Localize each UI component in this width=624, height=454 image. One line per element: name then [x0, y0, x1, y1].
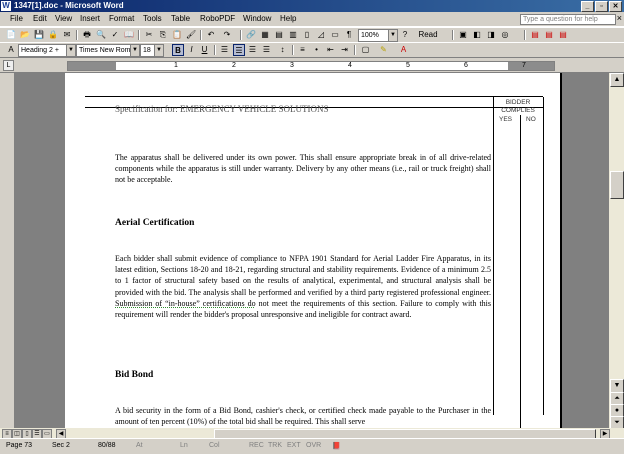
document-area	[15, 73, 609, 428]
document-page[interactable]	[65, 73, 562, 428]
border-icon[interactable]: ▢	[361, 45, 370, 54]
window-title: 1347[1].doc - Microsoft Word	[14, 1, 124, 10]
normal-view-icon[interactable]: ≡	[2, 429, 12, 439]
standard-toolbar	[0, 27, 624, 43]
title-bar	[0, 0, 624, 12]
style-select[interactable]: Heading 2 + ▼	[18, 44, 76, 57]
status-rec[interactable]: REC	[249, 442, 264, 449]
print-preview-icon[interactable]: 🔍	[96, 30, 106, 39]
underline-button[interactable]: U	[201, 45, 208, 54]
open-icon[interactable]: 📂	[20, 30, 30, 39]
scroll-left-button[interactable]: ◀	[56, 429, 66, 439]
restore-button[interactable]: ▫	[595, 1, 608, 12]
status-column: Col	[209, 442, 220, 449]
ask-question-input[interactable]: Type a question for help	[520, 14, 616, 25]
email-icon[interactable]: ✉	[63, 30, 71, 39]
menu-view[interactable]: View	[55, 14, 73, 23]
minimize-button[interactable]: _	[581, 1, 594, 12]
align-center-icon[interactable]: ☰	[233, 44, 245, 56]
tables-borders-icon[interactable]: ▦	[261, 30, 269, 39]
help-icon[interactable]: ?	[402, 30, 408, 39]
status-section: Sec 2	[52, 442, 70, 449]
status-at: At	[136, 442, 143, 449]
bullets-icon[interactable]: •	[315, 45, 318, 54]
bidder-complies-header: BIDDER COMPLIES	[501, 99, 535, 114]
insert-excel-icon[interactable]: ▥	[289, 30, 297, 39]
select-browse-object-button[interactable]: ●	[610, 404, 624, 418]
vertical-scroll-thumb[interactable]	[610, 171, 624, 199]
tab-selector[interactable]: L	[3, 60, 14, 71]
print-icon[interactable]: 🖶	[83, 30, 91, 39]
status-ext[interactable]: EXT	[287, 442, 301, 449]
copy-icon[interactable]: ⎘	[159, 30, 167, 39]
pdf-icon-3[interactable]: ▤	[559, 30, 567, 39]
menu-format[interactable]: Format	[109, 14, 135, 23]
menu-file[interactable]: File	[10, 14, 23, 23]
menu-edit[interactable]: Edit	[33, 14, 47, 23]
spelling-icon[interactable]: ✓	[111, 30, 119, 39]
word-app-icon[interactable]: W	[2, 1, 10, 10]
yes-column-label: YES	[499, 116, 513, 123]
italic-button[interactable]: I	[190, 45, 193, 54]
zoom-select[interactable]: 100% ▼	[358, 29, 398, 42]
status-line: Ln	[180, 442, 188, 449]
robopdf-icon-2[interactable]: ◧	[473, 30, 481, 39]
columns-icon[interactable]: ▯	[304, 30, 310, 39]
status-trk[interactable]: TRK	[268, 442, 282, 449]
line-spacing-icon[interactable]: ↕	[280, 45, 285, 54]
align-left-icon[interactable]: ☰	[220, 45, 229, 54]
robopdf-icon-1[interactable]: ▣	[459, 30, 467, 39]
formatting-toolbar	[0, 42, 624, 58]
hyperlink-icon[interactable]: 🔗	[246, 30, 256, 39]
outline-view-icon[interactable]: ☰	[32, 429, 42, 439]
spec-header: Specification for: EMERGENCY VEHICLE SOLUTIONS	[115, 104, 329, 114]
font-select[interactable]: Times New Rom ▼	[76, 44, 140, 57]
decrease-indent-icon[interactable]: ⇤	[327, 45, 334, 54]
pdf-icon-1[interactable]: ▤	[531, 30, 539, 39]
close-document-icon[interactable]: ×	[616, 13, 622, 23]
spelling-status-icon[interactable]: 📕	[332, 443, 341, 450]
paragraph-delivery: The apparatus shall be delivered under its own power. This shall ensure appropriate break in of all drive-related components while the apparatus is still under warranty. Delivery by any other means (i.e., rail or truck freight) shall not be acceptable.	[115, 153, 491, 185]
justify-icon[interactable]: ☰	[262, 45, 271, 54]
save-icon[interactable]: 💾	[34, 30, 44, 39]
highlight-icon[interactable]: ✎	[380, 45, 387, 54]
robopdf-icon-3[interactable]: ◨	[487, 30, 495, 39]
status-page: Page 73	[6, 442, 33, 449]
heading-bid-bond: Bid Bond	[115, 370, 154, 380]
permission-icon[interactable]: 🔒	[48, 30, 58, 39]
next-page-button[interactable]: ⏷	[610, 416, 624, 430]
numbering-icon[interactable]: ≡	[300, 45, 305, 54]
close-window-button[interactable]: ✕	[609, 1, 622, 12]
menu-insert[interactable]: Insert	[80, 14, 101, 23]
status-page-count: 80/88	[98, 442, 116, 449]
menu-help[interactable]: Help	[280, 14, 297, 23]
increase-indent-icon[interactable]: ⇥	[341, 45, 348, 54]
redo-icon[interactable]: ↷	[223, 30, 231, 39]
menu-tools[interactable]: Tools	[143, 14, 162, 23]
ruler	[0, 58, 624, 73]
menu-robopdf[interactable]: RoboPDF	[200, 14, 236, 23]
paragraph-bid-bond: A bid security in the form of a Bid Bond, cashier's check, or certified check made payable to the Purchaser in the amount of ten percent (10%) of the total bid shall be required. This shall serve	[115, 406, 491, 427]
show-hide-icon[interactable]: ¶	[346, 30, 352, 39]
web-layout-icon[interactable]: ◫	[12, 429, 22, 439]
bold-button[interactable]: B	[172, 44, 184, 56]
status-bar	[0, 438, 624, 454]
read-button[interactable]: Read	[418, 30, 438, 39]
horizontal-scrollbar[interactable]	[0, 428, 624, 438]
align-right-icon[interactable]: ☰	[248, 45, 257, 54]
pdf-icon-2[interactable]: ▤	[545, 30, 553, 39]
reading-layout-icon[interactable]: ▭	[42, 429, 52, 439]
previous-page-button[interactable]: ⏶	[610, 392, 624, 406]
no-column-label: NO	[526, 116, 536, 123]
print-layout-icon[interactable]: ▯	[22, 429, 32, 439]
format-painter-icon[interactable]: 🖌	[186, 30, 197, 39]
scroll-right-button[interactable]: ▶	[600, 429, 610, 439]
cut-icon[interactable]: ✂	[145, 30, 153, 39]
vertical-ruler[interactable]	[0, 73, 15, 428]
menu-window[interactable]: Window	[243, 14, 272, 23]
paste-icon[interactable]: 📋	[172, 30, 182, 39]
menu-bar	[0, 12, 624, 27]
status-ovr[interactable]: OVR	[306, 442, 322, 449]
menu-table[interactable]: Table	[171, 14, 191, 23]
font-color-icon[interactable]: A	[400, 45, 407, 54]
heading-aerial-certification: Aerial Certification	[115, 218, 195, 228]
scroll-up-button[interactable]: ▲	[610, 73, 624, 87]
styles-icon[interactable]: A	[8, 45, 14, 54]
research-icon[interactable]: 📖	[124, 30, 134, 39]
robopdf-icon-4[interactable]: ◎	[501, 30, 509, 39]
new-document-icon[interactable]: 📄	[6, 30, 16, 39]
scroll-down-button[interactable]: ▼	[610, 379, 624, 393]
drawing-icon[interactable]: ◿	[317, 30, 325, 39]
paragraph-aerial-certification: Each bidder shall submit evidence of compliance to NFPA 1901 Standard for Aerial Ladder Fire Apparatus, in its latest edition, Sections 18-20 and 18-21, regarding structural and stability requirements. Evidence of a minimum 2.5 to 1 factor of structural safety based on the results of analytical, experimental, and structural analysis shall be provided with the bid. The analysis shall be performed and verified by a third party registered professional engineer. Submission of “in-house” certifications do not meet the requirements of this section. Failure to comply with this requirement will render the bidder's proposal unresponsive and ineligible for contract award.	[115, 254, 491, 320]
insert-table-icon[interactable]: ▤	[275, 30, 283, 39]
vertical-scrollbar[interactable]	[609, 73, 624, 428]
undo-icon[interactable]: ↶	[207, 30, 215, 39]
document-map-icon[interactable]: ▭	[331, 30, 339, 39]
horizontal-ruler[interactable]: 1 2 3 4 5 6 7	[67, 61, 555, 71]
font-size-select[interactable]: 18 ▼	[140, 44, 164, 57]
